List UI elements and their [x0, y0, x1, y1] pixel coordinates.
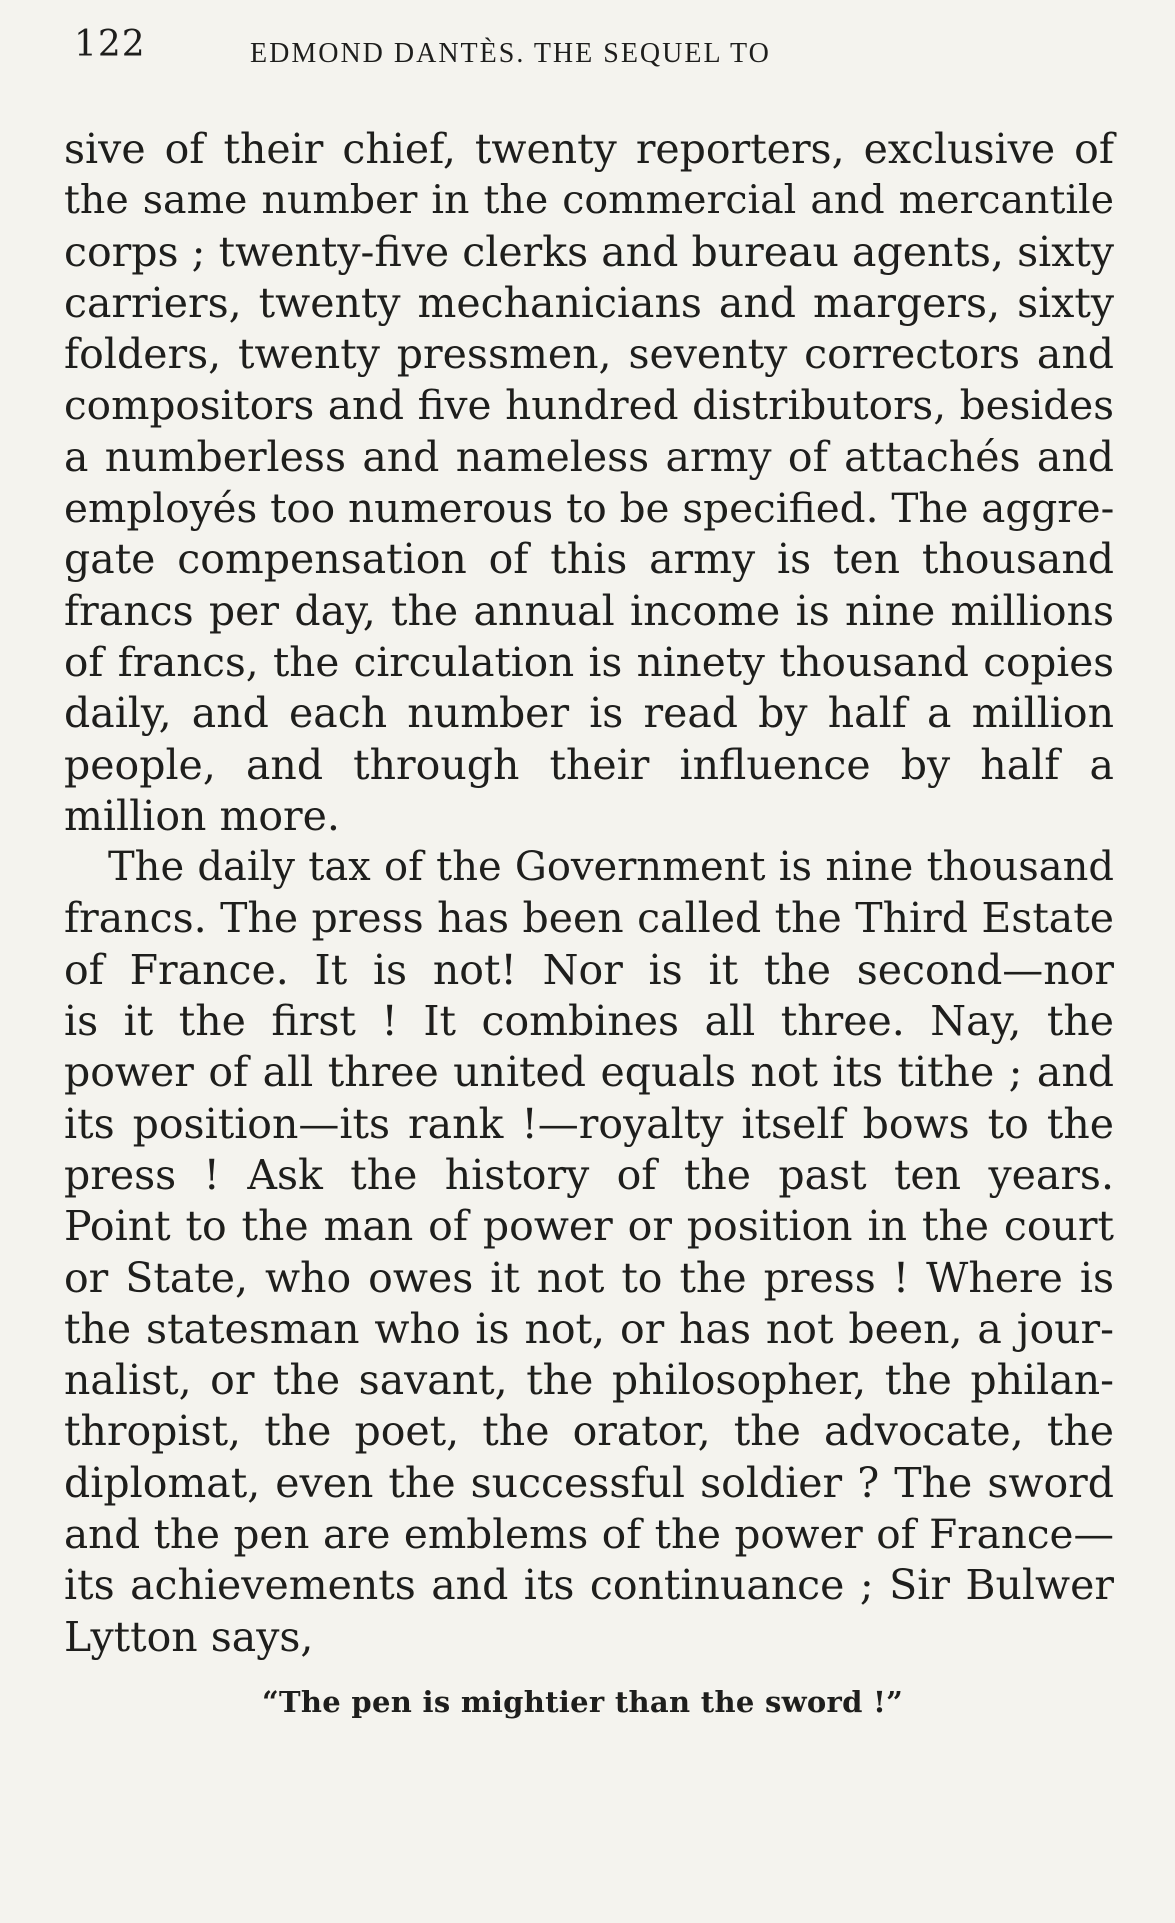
text-line: million more.	[64, 791, 340, 840]
text-line: or State, who owes it not to the press ! Where is	[64, 1253, 1114, 1302]
text-line: thropist, the poet, the orator, the advocate, the	[64, 1407, 1114, 1456]
text-line: compositors and five hundred distributors, besides	[64, 381, 1114, 430]
text-line: of France. It is not! Nor is it the second—nor	[64, 945, 1114, 994]
running-head	[74, 24, 1114, 84]
text-line: nalist, or the savant, the philosopher, the philan-	[64, 1356, 1114, 1405]
text-line: diplomat, even the successful soldier ? The sword	[64, 1458, 1114, 1507]
text-line: gate compensation of this army is ten thousand	[64, 535, 1114, 584]
text-line: the same number in the commercial and mercantile	[64, 177, 1114, 224]
text-line: employés too numerous to be specified. The aggre-	[64, 484, 1115, 533]
text-line: of francs, the circulation is ninety thousand copies	[64, 637, 1114, 686]
text-line: its position—its rank !—royalty itself bows to the	[64, 1099, 1114, 1148]
running-title: EDMOND DANTÈS. THE SEQUEL TO	[250, 38, 771, 69]
text-line: The daily tax of the Government is nine thousand	[108, 844, 1114, 891]
text-line: a numberless and nameless army of attachés and	[64, 432, 1114, 481]
page-number: 122	[74, 24, 146, 65]
text-line: sive of their chief, twenty reporters, exclusive of	[64, 125, 1114, 173]
text-line: and the pen are emblems of the power of France—	[64, 1510, 1114, 1559]
text-line: its achievements and its continuance ; Sir Bulwer	[64, 1561, 1114, 1610]
text-line: Point to the man of power or position in the court	[64, 1202, 1114, 1251]
body-text	[64, 124, 1114, 1663]
text-line: press ! Ask the history of the past ten years.	[64, 1150, 1114, 1199]
text-line: corps ; twenty-five clerks and bureau agents, sixty	[64, 227, 1114, 276]
text-line: folders, twenty pressmen, seventy correctors and	[64, 330, 1114, 379]
text-line: people, and through their influence by half a	[64, 740, 1114, 789]
block-quotation: “The pen is mightier than the sword !”	[262, 1685, 904, 1719]
text-line: daily, and each number is read by half a million	[64, 689, 1114, 738]
text-line: power of all three united equals not its tithe ; and	[64, 1048, 1114, 1097]
text-line: is it the first ! It combines all three. Nay, the	[64, 997, 1114, 1046]
text-line: francs per day, the annual income is nine millions	[64, 586, 1114, 635]
text-line: the statesman who is not, or has not been, a jour-	[64, 1304, 1114, 1353]
text-line: carriers, twenty mechanicians and margers, sixty	[64, 278, 1114, 327]
text-line: Lytton says,	[64, 1612, 314, 1661]
text-line: francs. The press has been called the Third Estate	[64, 894, 1114, 943]
